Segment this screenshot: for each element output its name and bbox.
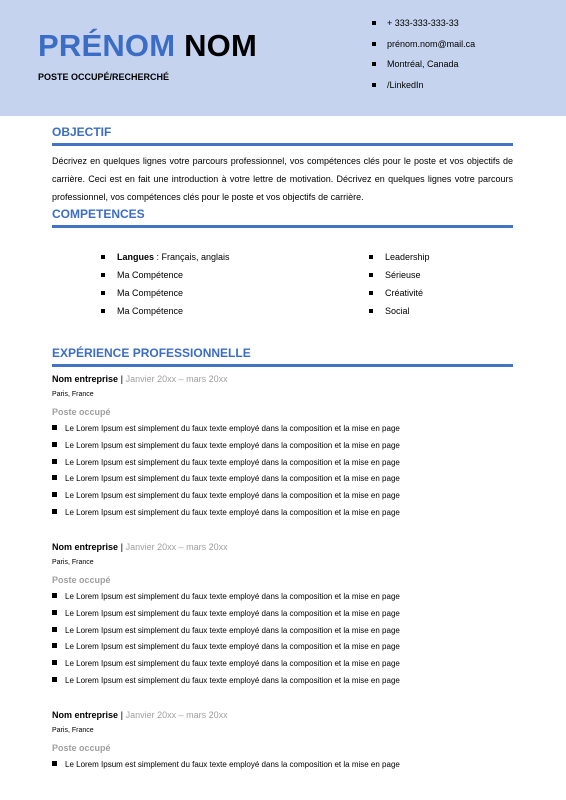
job-header	[52, 542, 513, 559]
duty-text: Le Lorem Ipsum est simplement du faux texte employé dans la composition et la mise en page	[65, 457, 400, 467]
skill-item	[369, 288, 430, 306]
company-name: Nom entreprise	[52, 542, 119, 552]
job-header	[52, 710, 513, 727]
objective-section	[52, 125, 513, 146]
job-entry	[52, 710, 513, 777]
skill-text: : Français, anglais	[154, 252, 230, 262]
skill-text: Ma Compétence	[117, 288, 184, 298]
bullet-icon	[52, 593, 57, 598]
duty-text: Le Lorem Ipsum est simplement du faux texte employé dans la composition et la mise en page	[65, 474, 400, 484]
duty-item	[52, 491, 513, 508]
company-name: Nom entreprise	[52, 374, 119, 384]
bullet-icon	[52, 509, 57, 514]
skills-title: COMPETENCES	[52, 207, 145, 221]
objective-divider	[52, 143, 513, 146]
bullet-icon	[101, 255, 105, 259]
bullet-icon	[372, 42, 376, 46]
duty-item	[52, 659, 513, 676]
bullet-icon	[52, 442, 57, 447]
separator: |	[118, 374, 126, 384]
contact-email	[372, 39, 475, 60]
job-position: Poste occupé	[52, 743, 111, 753]
skill-item	[101, 288, 230, 306]
skill-text: Sérieuse	[385, 270, 421, 280]
contact-phone-text: + 333-333-333-33	[387, 18, 459, 28]
skills-list-left	[101, 252, 230, 324]
bullet-icon	[52, 627, 57, 632]
duty-text: Le Lorem Ipsum est simplement du faux texte employé dans la composition et la mise en page	[65, 507, 400, 517]
job-header	[52, 374, 513, 391]
duty-item	[52, 508, 513, 525]
bullet-icon	[52, 459, 57, 464]
skill-item	[101, 252, 230, 270]
bullet-icon	[52, 492, 57, 497]
objective-text: Décrivez en quelques lignes votre parcours professionnel, vos compétences clés pour le poste et vos objectifs de carrière. Ceci est en fait une introduction à votre lettre de motivation. Décrivez en quelques lignes votre parcours professionnel, vos compétences clés pour le poste et vos objectifs de carrière.	[52, 156, 513, 202]
duty-text: Le Lorem Ipsum est simplement du faux texte employé dans la composition et la mise en page	[65, 659, 400, 669]
bullet-icon	[101, 273, 105, 277]
skill-text: Leadership	[385, 252, 430, 262]
job-position: Poste occupé	[52, 407, 111, 417]
bullet-icon	[52, 643, 57, 648]
bullet-icon	[101, 291, 105, 295]
separator: |	[118, 710, 126, 720]
bullet-icon	[52, 677, 57, 682]
duty-item	[52, 474, 513, 491]
skill-text: Créativité	[385, 288, 424, 298]
skill-text: Social	[385, 306, 410, 316]
bullet-icon	[369, 309, 373, 313]
job-dates: Janvier 20xx – mars 20xx	[125, 374, 228, 384]
skills-list-right	[369, 252, 430, 324]
duty-text: Le Lorem Ipsum est simplement du faux texte employé dans la composition et la mise en page	[65, 592, 400, 601]
header-band	[0, 0, 566, 116]
duty-list	[52, 424, 513, 525]
bullet-icon	[52, 475, 57, 480]
bullet-icon	[369, 273, 373, 277]
bullet-icon	[369, 291, 373, 295]
bullet-icon	[372, 62, 376, 66]
skill-text: Ma Compétence	[117, 270, 184, 280]
duty-item	[52, 458, 513, 475]
skill-label: Langues	[117, 252, 155, 262]
job-location: Paris, France	[52, 391, 94, 398]
duty-text: Le Lorem Ipsum est simplement du faux texte employé dans la composition et la mise en page	[65, 608, 400, 618]
skill-item	[369, 270, 430, 288]
bullet-icon	[369, 255, 373, 259]
skill-item	[369, 252, 430, 270]
experience-title: EXPÉRIENCE PROFESSIONNELLE	[52, 346, 251, 360]
duty-list	[52, 592, 513, 693]
duty-text: Le Lorem Ipsum est simplement du faux texte employé dans la composition et la mise en page	[65, 642, 400, 652]
duty-text: Le Lorem Ipsum est simplement du faux texte employé dans la composition et la mise en page	[65, 440, 400, 450]
contact-location-text: Montréal, Canada	[387, 59, 459, 70]
separator: |	[118, 542, 126, 552]
duty-item	[52, 424, 513, 441]
objective-title: OBJECTIF	[52, 125, 112, 139]
duty-item	[52, 642, 513, 659]
skills-divider	[52, 225, 513, 228]
bullet-icon	[52, 660, 57, 665]
duty-item	[52, 626, 513, 643]
bullet-icon	[101, 309, 105, 313]
skill-item	[101, 306, 230, 324]
job-position: Poste occupé	[52, 575, 111, 585]
full-name	[38, 28, 257, 64]
job-title: POSTE OCCUPÉ/RECHERCHÉ	[38, 72, 170, 82]
bullet-icon	[372, 83, 376, 87]
job-location: Paris, France	[52, 727, 94, 734]
duty-item	[52, 676, 513, 693]
contact-list	[372, 18, 475, 101]
duty-item	[52, 441, 513, 458]
contact-linkedin-text: /LinkedIn	[387, 80, 424, 91]
contact-linkedin	[372, 80, 475, 101]
duty-text: Le Lorem Ipsum est simplement du faux texte employé dans la composition et la mise en page	[65, 760, 400, 769]
bullet-icon	[372, 21, 376, 25]
skill-item	[101, 270, 230, 288]
duty-text: Le Lorem Ipsum est simplement du faux texte employé dans la composition et la mise en page	[65, 625, 400, 635]
duty-item	[52, 760, 513, 777]
contact-email-text: prénom.nom@mail.ca	[387, 38, 476, 49]
last-name: NOM	[184, 28, 258, 63]
first-name: PRÉNOM	[38, 28, 176, 63]
experience-divider	[52, 364, 513, 367]
bullet-icon	[52, 425, 57, 430]
duty-item	[52, 609, 513, 626]
job-entry	[52, 542, 513, 693]
job-location: Paris, France	[52, 559, 94, 566]
bullet-icon	[52, 761, 57, 766]
duty-text: Le Lorem Ipsum est simplement du faux texte employé dans la composition et la mise en page	[65, 491, 400, 501]
contact-location	[372, 59, 475, 80]
skill-item	[369, 306, 430, 324]
job-entry	[52, 374, 513, 525]
experience-section	[52, 346, 513, 367]
duty-item	[52, 592, 513, 609]
skill-text: Ma Compétence	[117, 306, 184, 316]
duty-text: Le Lorem Ipsum est simplement du faux texte employé dans la composition et la mise en page	[65, 424, 400, 433]
job-dates: Janvier 20xx – mars 20xx	[125, 542, 228, 552]
company-name: Nom entreprise	[52, 710, 119, 720]
bullet-icon	[52, 610, 57, 615]
contact-phone	[372, 18, 475, 39]
skills-section	[52, 207, 513, 228]
duty-text: Le Lorem Ipsum est simplement du faux texte employé dans la composition et la mise en page	[65, 675, 400, 685]
duty-list	[52, 760, 513, 777]
job-dates: Janvier 20xx – mars 20xx	[125, 710, 228, 720]
